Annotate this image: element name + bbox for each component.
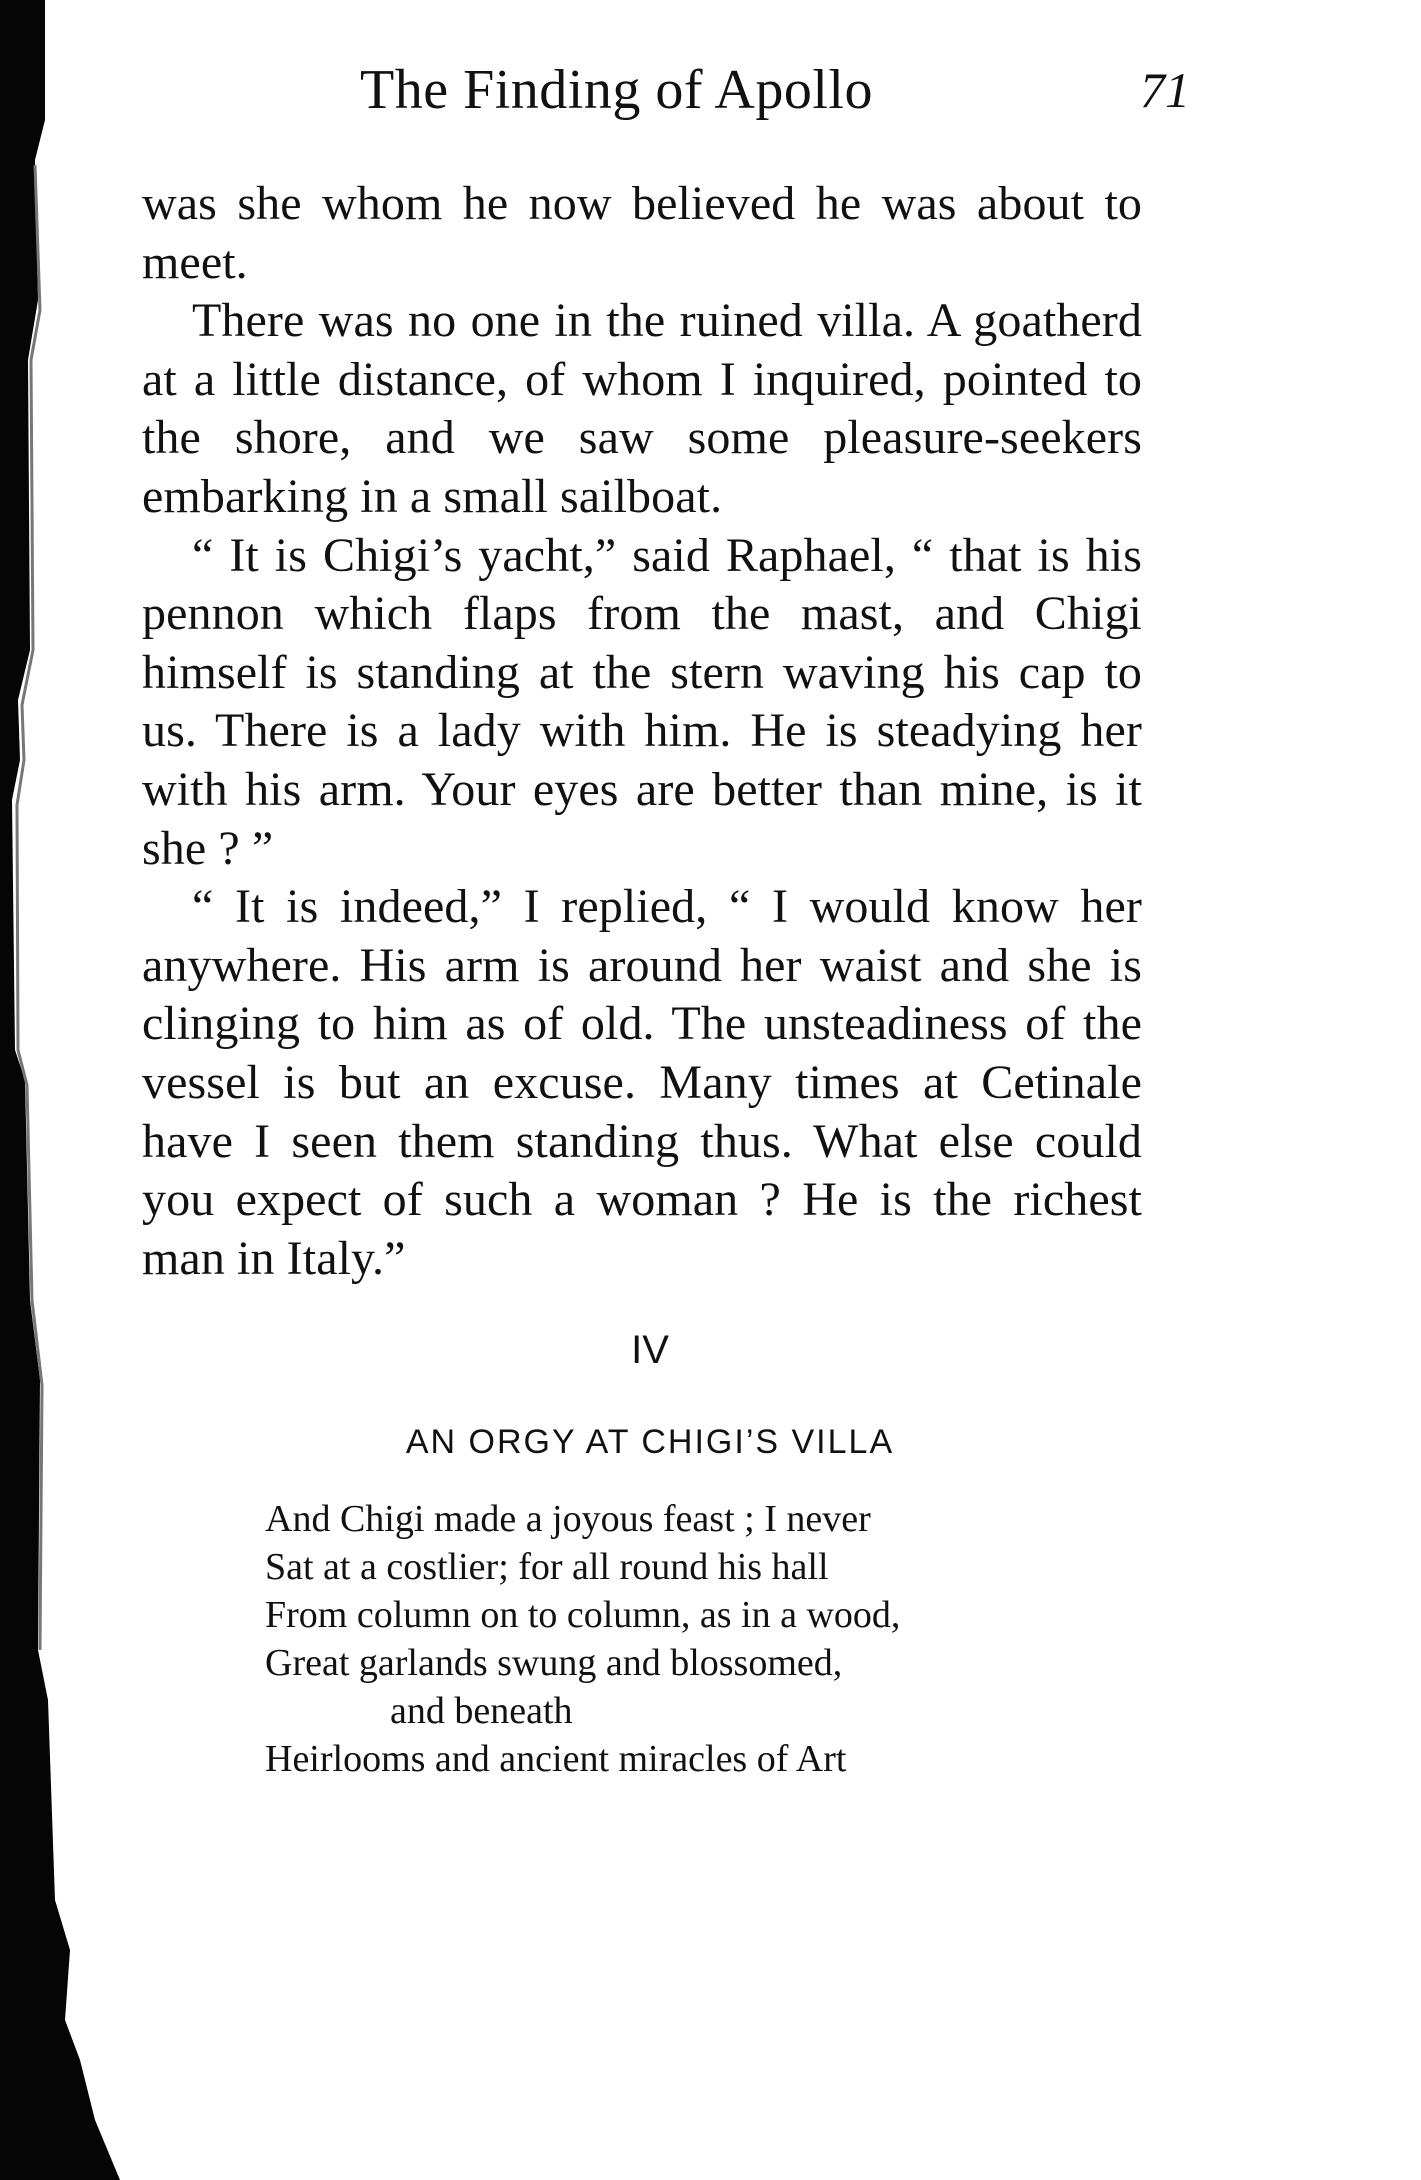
page-number: 71	[1140, 62, 1190, 118]
paragraph-narrator-reply: “ It is indeed,” I replied, “ I would know her anywhere. His arm is around her waist and she is clinging to him as of old. The unsteadiness of the vessel is but an excuse. Many times at Cetinale have I seen them standing thus. What else could you expect of such a woman ? He is the richest man in Italy.”	[142, 880, 1142, 1285]
paragraph-continuation: was she whom he now believed he was about to meet.	[142, 177, 1142, 289]
verse-line: Great garlands swung and blossomed,	[265, 1642, 843, 1684]
body-text	[142, 175, 1142, 1288]
verse-line-continuation: and beneath	[390, 1690, 573, 1732]
scan-edge-shadow	[0, 0, 120, 2180]
verse-line: And Chigi made a joyous feast ; I never	[265, 1498, 871, 1540]
chapter-title: AN ORGY AT CHIGI’S VILLA	[405, 1423, 895, 1461]
verse-line: Sat at a costlier; for all round his hall	[265, 1546, 829, 1588]
paragraph-ruined-villa: There was no one in the ruined villa. A goatherd at a little distance, of whom I inquired, pointed to the shore, and we saw some pleasure-seekers embarking in a small sailboat.	[142, 294, 1142, 523]
running-head: The Finding of Apollo	[360, 59, 873, 121]
page-header	[140, 50, 1190, 130]
verse-line: Heirlooms and ancient miracles of Art	[265, 1738, 847, 1780]
paragraph-raphael-dialogue: “ It is Chigi’s yacht,” said Raphael, “ that is his pennon which flaps from the mast, and Chigi himself is standing at the stern waving his cap to us. There is a lady with him. He is steadying her with his arm. Your eyes are better than mine, is it she ? ”	[142, 528, 1142, 875]
verse-epigraph	[265, 1495, 1115, 1783]
verse-line: From column on to column, as in a wood,	[265, 1594, 901, 1636]
chapter-number: IV	[631, 1328, 669, 1372]
